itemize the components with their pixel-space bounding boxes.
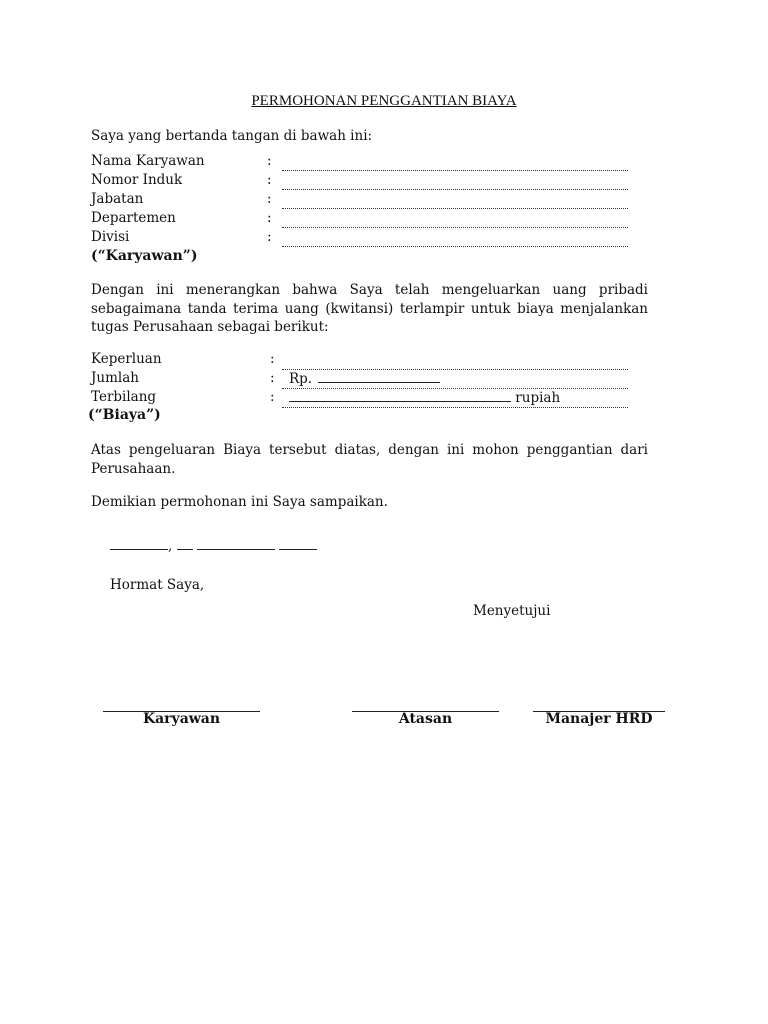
- signatory-atasan: Atasan: [398, 711, 453, 727]
- field-label-departemen: Departemen: [91, 210, 176, 226]
- date-day-blank[interactable]: [177, 537, 193, 550]
- field-label-nama-karyawan: Nama Karyawan: [91, 153, 205, 169]
- field-colon: :: [267, 210, 272, 226]
- field-colon: :: [267, 191, 272, 207]
- field-label-divisi: Divisi: [91, 229, 130, 245]
- date-comma: ,: [168, 538, 173, 554]
- approval-text: Menyetujui: [473, 603, 551, 619]
- field-label-keperluan: Keperluan: [91, 351, 162, 367]
- intro-text: Saya yang bertanda tangan di bawah ini:: [91, 128, 373, 144]
- employee-alias: (“Karyawan”): [91, 248, 198, 264]
- field-label-jabatan: Jabatan: [91, 191, 144, 207]
- field-blank-departemen[interactable]: [282, 226, 628, 228]
- date-city-blank[interactable]: [110, 537, 168, 550]
- field-colon: :: [267, 153, 272, 169]
- field-blank-nama-karyawan[interactable]: [282, 169, 628, 171]
- signatory-karyawan: Karyawan: [142, 711, 221, 727]
- field-label-terbilang: Terbilang: [91, 389, 157, 405]
- currency-label: Rp.: [289, 371, 313, 387]
- amount-words-blank[interactable]: [289, 389, 511, 402]
- closing-text: Demikian permohonan ini Saya sampaikan.: [91, 494, 388, 510]
- cost-alias: (“Biaya”): [88, 407, 161, 423]
- field-blank-jabatan[interactable]: [282, 207, 628, 209]
- field-blank-terbilang: [282, 406, 628, 408]
- rupiah-label: rupiah: [515, 390, 561, 406]
- field-colon: :: [270, 370, 275, 386]
- field-blank-nomor-induk[interactable]: [282, 188, 628, 190]
- regards-text: Hormat Saya,: [110, 577, 205, 593]
- request-paragraph: Atas pengeluaran Biaya tersebut diatas, dengan ini mohon penggantian dari Perusahaan.: [91, 442, 648, 477]
- field-colon: :: [270, 351, 275, 367]
- amount-blank[interactable]: [318, 370, 440, 383]
- field-label-nomor-induk: Nomor Induk: [91, 172, 183, 188]
- date-year-blank[interactable]: [279, 537, 317, 550]
- field-label-jumlah: Jumlah: [91, 370, 139, 386]
- field-colon: :: [270, 389, 275, 405]
- field-blank-divisi[interactable]: [282, 245, 628, 247]
- date-month-blank[interactable]: [197, 537, 275, 550]
- statement-paragraph: Dengan ini menerangkan bahwa Saya telah mengeluarkan uang pribadi sebagaimana tanda terima uang (kwitansi) terlampir untuk biaya menjalankan tugas Perusahaan sebagai berikut:: [91, 282, 648, 335]
- document-title: PERMOHONAN PENGGANTIAN BIAYA: [251, 93, 517, 109]
- signatory-manajer-hrd: Manajer HRD: [545, 711, 653, 727]
- field-colon: :: [267, 229, 272, 245]
- field-colon: :: [267, 172, 272, 188]
- date-line: [110, 537, 317, 556]
